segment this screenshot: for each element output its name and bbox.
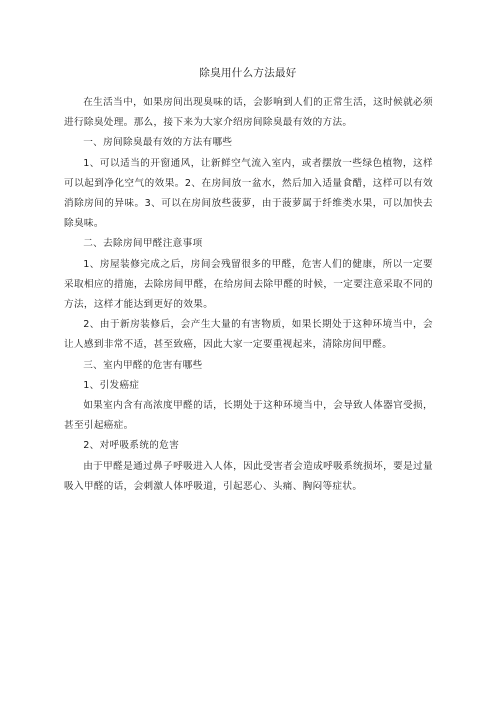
document-body bbox=[64, 93, 433, 497]
document-title: 除臭用什么方法最好 bbox=[199, 67, 297, 79]
subheading-respiratory: 2、对呼吸系统的危害 bbox=[83, 440, 180, 452]
paragraph-intro: 在生活当中，如果房间出现臭味的话，会影响到人们的正常生活，这时候就必须进行除臭处理。那么，接下来为大家介绍房间除臭最有效的方法。 bbox=[64, 97, 433, 129]
section-heading-3: 三、室内甲醛的危害有哪些 bbox=[83, 359, 203, 371]
paragraph-precaution-1: 1、房屋装修完成之后，房间会残留很多的甲醛，危害人们的健康，所以一定要采取相应的措施，去除房间甲醛，在给房间去除甲醛的时候，一定要注意采取不同的方法，这样才能达到更好的效果。 bbox=[64, 258, 433, 311]
section-heading-2: 二、去除房间甲醛注意事项 bbox=[83, 238, 203, 250]
subheading-cancer: 1、引发癌症 bbox=[83, 379, 140, 391]
paragraph-cancer: 如果室内含有高浓度甲醛的话，长期处于这种环境当中，会导致人体器官受损，甚至引起癌症。 bbox=[64, 400, 433, 432]
section-heading-1: 一、房间除臭最有效的方法有哪些 bbox=[83, 137, 233, 149]
paragraph-methods: 1、可以适当的开窗通风，让新鲜空气流入室内，或者摆放一些绿色植物，这样可以起到净化空气的效果。2、在房间放一盆水，然后加入适量食醋，这样可以有效消除房间的异味。3、可以在房间放些菠萝，由于菠萝属于纤维类水果，可以加快去除臭味。 bbox=[64, 157, 433, 230]
paragraph-precaution-2: 2、由于新房装修后，会产生大量的有害物质，如果长期处于这种环境当中，会让人感到非常不适，甚至致癌，因此大家一定要重视起来，清除房间甲醛。 bbox=[64, 319, 433, 351]
paragraph-respiratory: 由于甲醛是通过鼻子呼吸进入人体，因此受害者会造成呼吸系统损坏，要是过量吸入甲醛的话，会刺激人体呼吸道，引起恶心、头痛、胸闷等症状。 bbox=[64, 460, 433, 492]
